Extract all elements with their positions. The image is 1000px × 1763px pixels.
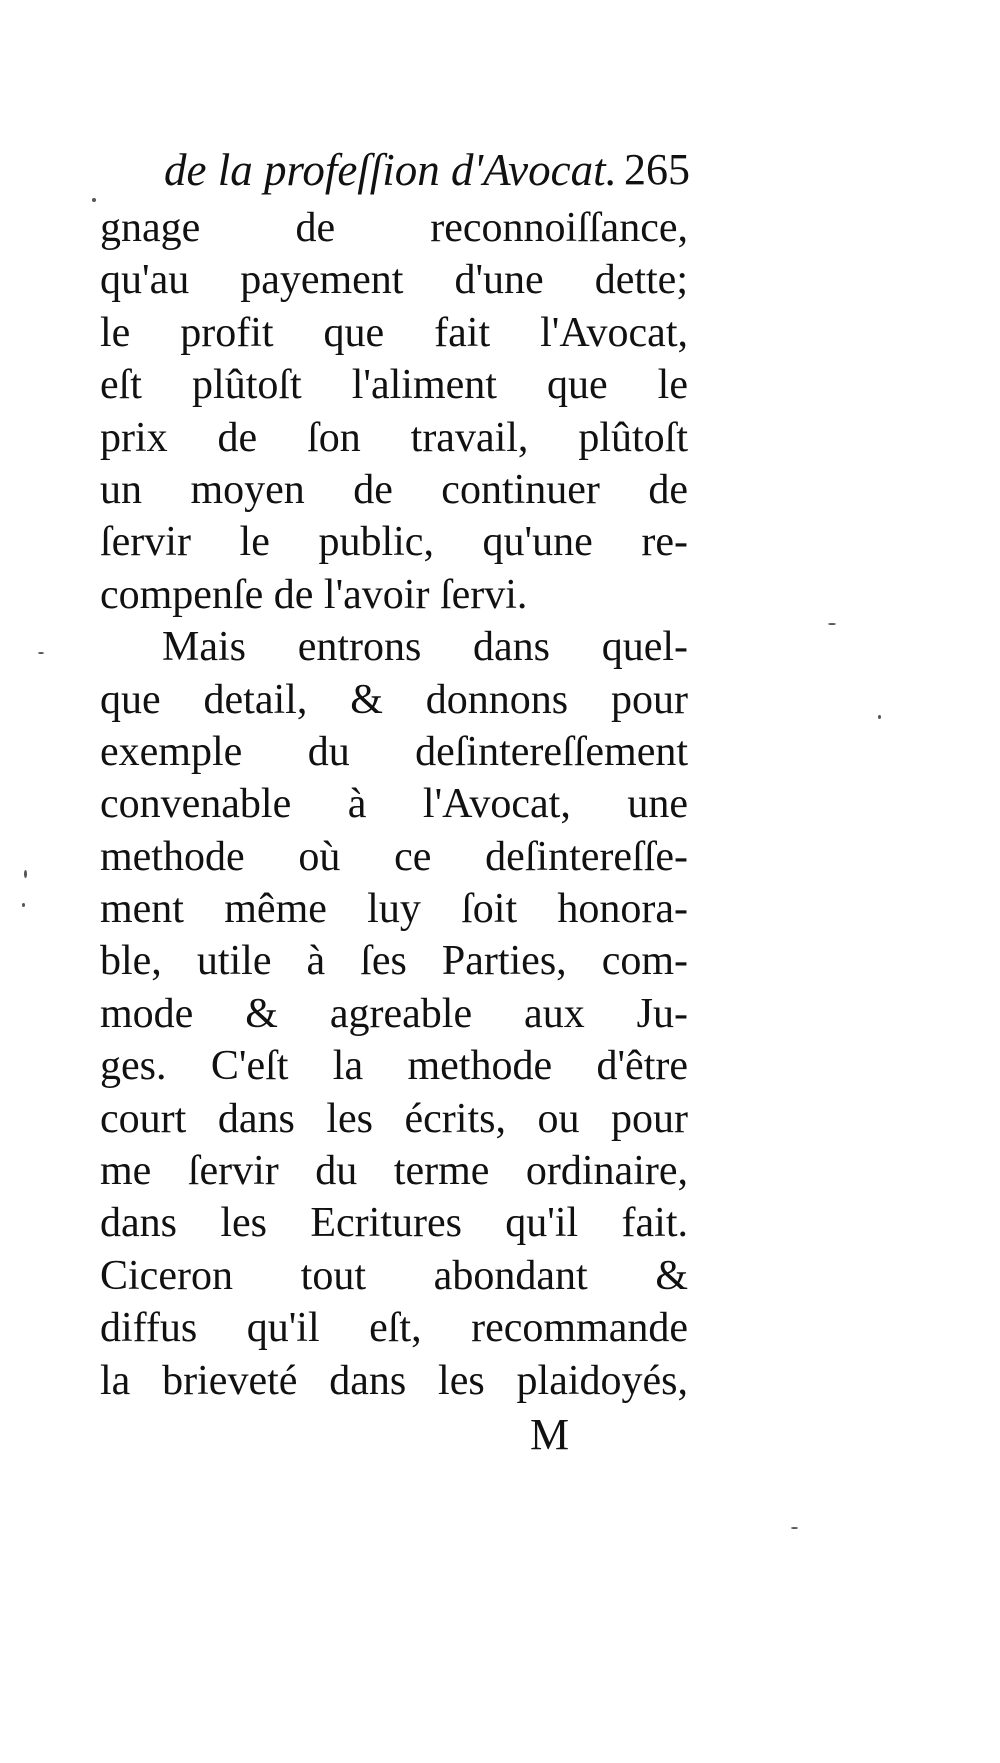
print-speck [24, 870, 27, 878]
print-speck [878, 715, 881, 719]
text-line: qu'au payement d'une dette; [100, 257, 688, 304]
text-line: mode & agreable aux Ju- [100, 990, 688, 1037]
text-line: eſt plûtoſt l'aliment que le [100, 362, 688, 409]
page-number: 265 [624, 145, 690, 194]
print-speck [92, 198, 96, 202]
running-title: de la profeſſion d'Avocat. [164, 145, 617, 195]
text-line: que detail, & donnons pour [100, 676, 688, 723]
text-line: diffus qu'il eſt, recommande [100, 1305, 688, 1352]
print-speck [791, 1527, 798, 1529]
catchword: M [530, 1410, 570, 1459]
text-line: dans les Ecritures qu'il fait. [100, 1200, 688, 1247]
print-speck [38, 652, 44, 654]
text-line: Ciceron tout abondant & [100, 1252, 688, 1299]
print-speck [828, 623, 836, 625]
text-line: compenſe de l'avoir ſervi. [100, 571, 528, 618]
text-line: methode où ce deſintereſſe- [100, 833, 688, 880]
body-text [100, 202, 688, 1407]
text-line: ges. C'eſt la methode d'être [100, 1043, 688, 1090]
print-speck [22, 903, 25, 907]
text-line: ment même luy ſoit honora- [100, 886, 688, 933]
text-line: convenable à l'Avocat, une [100, 781, 688, 828]
text-line: me ſervir du terme ordinaire, [100, 1148, 688, 1195]
text-line: ble, utile à ſes Parties, com- [100, 938, 688, 985]
text-line: Mais entrons dans quel- [162, 624, 688, 671]
text-line: court dans les écrits, ou pour [100, 1095, 688, 1142]
text-line: gnage de reconnoiſſance, [100, 205, 688, 251]
page-header [150, 140, 690, 200]
text-line: exemple du deſintereſſement [100, 728, 688, 775]
text-line: la brieveté dans les plaidoyés, [100, 1357, 688, 1404]
text-line: prix de ſon travail, plûtoſt [100, 414, 688, 461]
text-line: ſervir le public, qu'une re- [100, 519, 688, 566]
text-line: un moyen de continuer de [100, 466, 688, 513]
text-line: le profit que fait l'Avocat, [100, 309, 688, 356]
